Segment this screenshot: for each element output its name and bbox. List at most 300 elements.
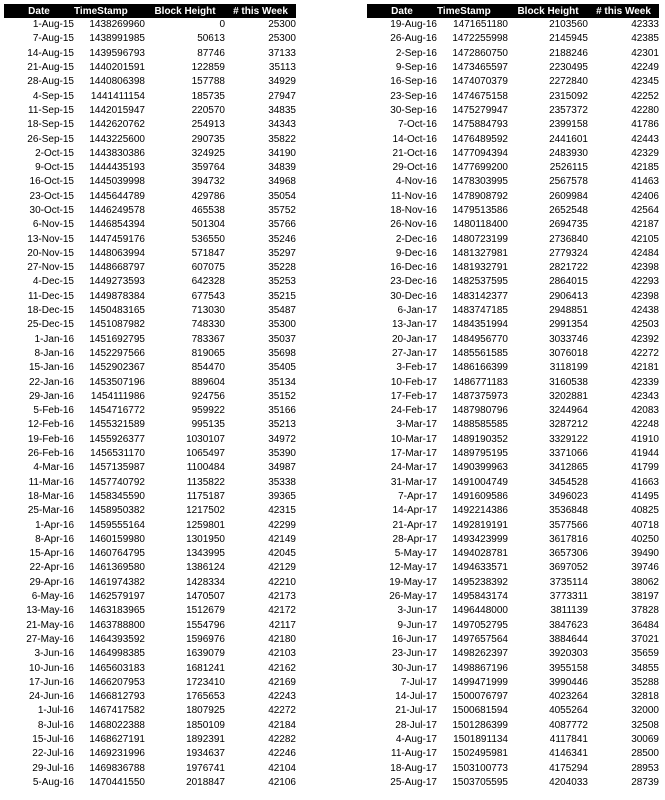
header-this-week: # this Week: [225, 4, 296, 18]
cell-block-height: 3454528: [549, 476, 588, 488]
cell-date: 26-Feb-16: [27, 448, 74, 460]
table-row: [4, 618, 296, 632]
cell-date: 8-Jan-16: [34, 347, 74, 359]
cell-date: 1-Jan-16: [34, 333, 74, 345]
cell-timestamp: 1481932791: [452, 262, 508, 274]
cell-this-week: 42299: [268, 519, 296, 531]
cell-this-week: 42187: [631, 219, 659, 231]
header-row: [367, 4, 659, 18]
cell-block-height: 4175294: [549, 762, 588, 774]
cell-timestamp: 1449878384: [89, 290, 145, 302]
cell-timestamp: 1495238392: [452, 576, 508, 588]
cell-this-week: 42385: [631, 33, 659, 45]
cell-timestamp: 1452902367: [89, 362, 145, 374]
table-row: [367, 719, 659, 733]
cell-timestamp: 1475279947: [452, 104, 508, 116]
cell-block-height: 1259801: [186, 519, 225, 531]
table-row: [4, 89, 296, 103]
cell-this-week: 32000: [631, 705, 659, 717]
cell-block-height: 1723410: [186, 676, 225, 688]
cell-this-week: 35288: [631, 676, 659, 688]
cell-block-height: 2357372: [549, 104, 588, 116]
cell-this-week: 42272: [268, 705, 296, 717]
cell-timestamp: 1444435193: [89, 162, 145, 174]
table-row: [367, 132, 659, 146]
cell-date: 7-Oct-16: [398, 119, 437, 131]
cell-date: 19-May-17: [389, 576, 437, 588]
cell-block-height: 571847: [191, 247, 225, 259]
cell-timestamp: 1471651180: [453, 19, 508, 31]
cell-block-height: 3773311: [549, 591, 588, 603]
cell-timestamp: 1467417582: [89, 705, 145, 717]
cell-this-week: 35134: [268, 376, 296, 388]
table-row: [367, 661, 659, 675]
cell-this-week: 42392: [631, 333, 659, 345]
cell-this-week: 34855: [631, 662, 659, 674]
cell-timestamp: 1488585585: [452, 419, 508, 431]
cell-date: 21-May-16: [26, 619, 74, 631]
header-date: Date: [367, 4, 437, 18]
cell-timestamp: 1494633571: [452, 562, 508, 574]
cell-this-week: 41786: [631, 119, 659, 131]
header-date: Date: [4, 4, 74, 18]
cell-timestamp: 1440201591: [89, 62, 145, 74]
table-row: [4, 704, 296, 718]
table-row: [4, 690, 296, 704]
table-row: [367, 89, 659, 103]
cell-timestamp: 1478908792: [452, 190, 508, 202]
cell-timestamp: 1453507196: [89, 376, 145, 388]
cell-this-week: 35659: [631, 648, 659, 660]
cell-timestamp: 1483142377: [452, 290, 508, 302]
cell-this-week: 27947: [268, 90, 296, 102]
cell-timestamp: 1483747185: [452, 305, 508, 317]
table-row: [367, 261, 659, 275]
cell-timestamp: 1461974382: [89, 576, 145, 588]
table-row: [4, 375, 296, 389]
table-row: [4, 533, 296, 547]
cell-date: 14-Apr-17: [392, 505, 437, 517]
cell-date: 18-Mar-16: [27, 490, 74, 502]
cell-block-height: 2399158: [549, 119, 588, 131]
cell-this-week: 41944: [631, 448, 659, 460]
cell-block-height: 1554796: [186, 619, 225, 631]
cell-block-height: 1100484: [186, 462, 225, 474]
cell-date: 12-Feb-16: [27, 419, 74, 431]
table-row: [367, 118, 659, 132]
cell-date: 18-Dec-15: [27, 305, 74, 317]
cell-this-week: 42103: [268, 648, 296, 660]
cell-timestamp: 1495843174: [452, 591, 508, 603]
cell-this-week: 35487: [268, 305, 296, 317]
cell-timestamp: 1489190352: [452, 433, 508, 445]
cell-date: 7-Jul-17: [400, 676, 437, 688]
cell-this-week: 34987: [268, 462, 296, 474]
table-row: [367, 504, 659, 518]
cell-timestamp: 1474675158: [452, 90, 508, 102]
cell-block-height: 1892391: [186, 733, 225, 745]
table-row: [367, 47, 659, 61]
cell-block-height: 2821722: [549, 262, 588, 274]
cell-this-week: 42249: [631, 62, 659, 74]
table-row: [4, 390, 296, 404]
cell-block-height: 2736840: [549, 233, 588, 245]
cell-timestamp: 1447459176: [89, 233, 145, 245]
cell-this-week: 42181: [631, 362, 659, 374]
cell-date: 16-Jun-17: [391, 633, 437, 645]
cell-timestamp: 1479513586: [452, 205, 508, 216]
table-row: [4, 175, 296, 189]
cell-block-height: 429786: [191, 190, 225, 202]
cell-timestamp: 1480118400: [453, 219, 508, 231]
cell-this-week: 35113: [268, 62, 296, 74]
cell-block-height: 4204033: [549, 776, 588, 788]
cell-block-height: 2694735: [549, 219, 588, 231]
cell-block-height: 3076018: [549, 347, 588, 359]
cell-this-week: 35405: [268, 362, 296, 374]
header-block-height: Block Height: [145, 4, 225, 18]
cell-date: 11-Aug-17: [391, 748, 437, 760]
cell-date: 14-Jul-17: [395, 691, 437, 703]
cell-timestamp: 1498262397: [452, 648, 508, 660]
cell-block-height: 2188246: [549, 47, 588, 59]
cell-this-week: 35228: [268, 262, 296, 274]
table-row: [4, 32, 296, 46]
table-row: [367, 175, 659, 189]
cell-date: 9-Jun-17: [397, 619, 437, 631]
cell-this-week: 37021: [631, 633, 659, 645]
cell-timestamp: 1441411154: [90, 90, 145, 102]
table-row: [4, 647, 296, 661]
cell-block-height: 122859: [191, 62, 225, 74]
cell-timestamp: 1438991985: [89, 33, 145, 45]
cell-date: 22-Jan-16: [28, 376, 74, 388]
table-row: [367, 232, 659, 246]
cell-this-week: 42243: [268, 691, 296, 703]
table-row: [367, 304, 659, 318]
cell-block-height: 3617816: [549, 533, 588, 545]
table-row: [367, 361, 659, 375]
cell-block-height: 290735: [191, 133, 225, 145]
cell-this-week: 34190: [268, 147, 296, 159]
cell-this-week: 34972: [268, 433, 296, 445]
cell-block-height: 1512679: [186, 605, 225, 617]
cell-block-height: 501304: [191, 219, 225, 231]
cell-block-height: 2103560: [549, 19, 588, 31]
cell-block-height: 3202881: [549, 390, 588, 402]
table-row: [4, 633, 296, 647]
cell-block-height: 254913: [191, 119, 225, 131]
cell-date: 13-Jan-17: [391, 319, 437, 331]
cell-block-height: 2609984: [549, 190, 588, 202]
cell-timestamp: 1476489592: [452, 133, 508, 145]
cell-date: 11-Nov-16: [391, 190, 437, 202]
table-row: [367, 433, 659, 447]
cell-timestamp: 1455321589: [89, 419, 145, 431]
cell-date: 19-Aug-16: [390, 19, 437, 31]
cell-timestamp: 1463788800: [89, 619, 145, 631]
cell-block-height: 465538: [191, 205, 225, 216]
table-row: [367, 147, 659, 161]
cell-block-height: 394732: [191, 176, 225, 188]
table-row: [367, 418, 659, 432]
cell-timestamp: 1500076797: [452, 691, 508, 703]
table-row: [367, 576, 659, 590]
cell-timestamp: 1468022388: [89, 719, 145, 731]
cell-date: 1-Apr-16: [35, 519, 74, 531]
cell-this-week: 42301: [631, 47, 659, 59]
cell-timestamp: 1489795195: [452, 448, 508, 460]
cell-date: 18-Nov-16: [390, 205, 437, 216]
cell-this-week: 28739: [631, 776, 659, 788]
cell-block-height: 3577566: [549, 519, 588, 531]
cell-this-week: 35338: [268, 476, 296, 488]
cell-timestamp: 1445039998: [89, 176, 145, 188]
cell-timestamp: 1503705595: [452, 776, 508, 788]
table-row: [367, 518, 659, 532]
cell-timestamp: 1469836788: [89, 762, 145, 774]
cell-date: 21-Oct-16: [392, 147, 437, 159]
cell-date: 15-Apr-16: [29, 548, 74, 560]
cell-this-week: 42280: [631, 104, 659, 116]
cell-timestamp: 1443830386: [89, 147, 145, 159]
cell-timestamp: 1456531170: [90, 448, 145, 460]
cell-timestamp: 1470441550: [89, 776, 145, 788]
cell-block-height: 3033746: [549, 333, 588, 345]
table-row: [367, 190, 659, 204]
table-row: [4, 518, 296, 532]
cell-block-height: 713030: [191, 305, 225, 317]
cell-date: 6-Jan-17: [397, 305, 437, 317]
cell-block-height: 4146341: [549, 748, 588, 760]
cell-date: 17-Mar-17: [390, 448, 437, 460]
table-row: [4, 576, 296, 590]
cell-block-height: 3160538: [549, 376, 588, 388]
cell-timestamp: 1454716772: [89, 405, 145, 417]
cell-timestamp: 1458950382: [89, 505, 145, 517]
cell-block-height: 1065497: [186, 448, 225, 460]
cell-this-week: 42162: [268, 662, 296, 674]
cell-this-week: 42248: [631, 419, 659, 431]
cell-date: 4-Aug-17: [395, 733, 437, 745]
cell-date: 15-Jul-16: [32, 733, 74, 745]
cell-date: 15-Jan-16: [28, 362, 74, 374]
cell-block-height: 3329122: [549, 433, 588, 445]
table-row: [4, 161, 296, 175]
cell-block-height: 959922: [191, 405, 225, 417]
table-row: [4, 604, 296, 618]
cell-date: 22-Jul-16: [32, 748, 74, 760]
table-row: [367, 490, 659, 504]
table-row: [4, 461, 296, 475]
cell-timestamp: 1490399963: [452, 462, 508, 474]
table-row: [4, 676, 296, 690]
table-row: [4, 47, 296, 61]
cell-this-week: 35752: [268, 205, 296, 216]
cell-this-week: 42339: [631, 376, 659, 388]
cell-block-height: 3884644: [549, 633, 588, 645]
cell-date: 16-Oct-15: [29, 176, 74, 188]
table-row: [4, 761, 296, 775]
cell-timestamp: 1485561585: [452, 347, 508, 359]
cell-timestamp: 1442620762: [89, 119, 145, 131]
cell-date: 26-Sep-15: [27, 133, 74, 145]
cell-this-week: 34839: [268, 162, 296, 174]
cell-this-week: 28500: [631, 748, 659, 760]
cell-block-height: 1934637: [186, 748, 225, 760]
cell-block-height: 1428334: [186, 576, 225, 588]
cell-timestamp: 1492819191: [452, 519, 508, 531]
table-row: [4, 476, 296, 490]
cell-date: 9-Oct-15: [35, 162, 74, 174]
cell-date: 29-Jan-16: [28, 390, 74, 402]
cell-block-height: 3496023: [549, 490, 588, 502]
table-row: [4, 304, 296, 318]
table-row: [4, 418, 296, 432]
cell-this-week: 35037: [268, 333, 296, 345]
cell-timestamp: 1481327981: [452, 247, 508, 259]
cell-this-week: 42438: [631, 305, 659, 317]
cell-timestamp: 1487375973: [452, 390, 508, 402]
cell-date: 24-Jun-16: [28, 691, 74, 703]
cell-timestamp: 1487980796: [452, 405, 508, 417]
cell-timestamp: 1497052795: [452, 619, 508, 631]
cell-this-week: 35213: [268, 419, 296, 431]
cell-timestamp: 1468627191: [89, 733, 145, 745]
table-row: [367, 761, 659, 775]
cell-date: 27-Nov-15: [27, 262, 74, 274]
cell-timestamp: 1480723199: [452, 233, 508, 245]
cell-block-height: 3244964: [549, 405, 588, 417]
table-row: [4, 147, 296, 161]
table-row: [4, 218, 296, 232]
table-row: [367, 633, 659, 647]
table-row: [367, 204, 659, 218]
cell-date: 16-Sep-16: [390, 76, 437, 88]
table-row: [4, 204, 296, 218]
cell-block-height: 854470: [191, 362, 225, 374]
cell-this-week: 41663: [631, 476, 659, 488]
cell-date: 30-Dec-16: [390, 290, 437, 302]
cell-timestamp: 1449273593: [89, 276, 145, 288]
cell-date: 2-Sep-16: [395, 47, 437, 59]
cell-timestamp: 1446249578: [89, 205, 145, 216]
table-row: [367, 161, 659, 175]
cell-this-week: 35766: [268, 219, 296, 231]
table-row: [4, 275, 296, 289]
cell-date: 23-Oct-15: [29, 190, 74, 202]
cell-this-week: 35698: [268, 347, 296, 359]
cell-block-height: 3735114: [549, 576, 588, 588]
cell-block-height: 2441601: [549, 133, 588, 145]
cell-block-height: 1850109: [186, 719, 225, 731]
cell-block-height: 2145945: [549, 33, 588, 45]
cell-block-height: 607075: [191, 262, 225, 274]
cell-timestamp: 1497657564: [452, 633, 508, 645]
header-this-week: # this Week: [588, 4, 659, 18]
header-row: [4, 4, 296, 18]
cell-date: 10-Feb-17: [390, 376, 437, 388]
cell-date: 20-Nov-15: [27, 247, 74, 259]
cell-date: 25-Mar-16: [27, 505, 74, 517]
cell-timestamp: 1461369580: [89, 562, 145, 574]
header-timestamp: TimeStamp: [437, 4, 508, 18]
table-row: [367, 290, 659, 304]
cell-timestamp: 1452297566: [89, 347, 145, 359]
cell-date: 21-Jul-17: [395, 705, 437, 717]
cell-date: 3-Jun-17: [397, 605, 437, 617]
cell-timestamp: 1450483165: [89, 305, 145, 317]
cell-timestamp: 1448668797: [89, 262, 145, 274]
cell-block-height: 1135822: [186, 476, 225, 488]
table-row: [367, 604, 659, 618]
cell-this-week: 42173: [268, 591, 296, 603]
cell-date: 14-Aug-15: [27, 47, 74, 59]
table-row: [367, 247, 659, 261]
cell-timestamp: 1451692795: [89, 333, 145, 345]
cell-timestamp: 1465603183: [89, 662, 145, 674]
cell-date: 7-Apr-17: [398, 490, 437, 502]
cell-date: 8-Apr-16: [35, 533, 74, 545]
cell-date: 3-Jun-16: [34, 648, 74, 660]
cell-this-week: 42252: [631, 90, 659, 102]
cell-this-week: 42293: [631, 276, 659, 288]
cell-date: 9-Sep-16: [395, 62, 437, 74]
cell-this-week: 42169: [268, 676, 296, 688]
table-row: [367, 547, 659, 561]
cell-this-week: 41799: [631, 462, 659, 474]
cell-timestamp: 1482537595: [452, 276, 508, 288]
table-row: [4, 661, 296, 675]
cell-this-week: 37133: [268, 47, 296, 59]
table-row: [367, 333, 659, 347]
table-row: [4, 490, 296, 504]
table-row: [4, 719, 296, 733]
cell-this-week: 42345: [631, 76, 659, 88]
cell-this-week: 35152: [268, 390, 296, 402]
cell-block-height: 2948851: [549, 305, 588, 317]
cell-this-week: 34968: [268, 176, 296, 188]
cell-this-week: 35054: [268, 190, 296, 202]
cell-date: 11-Sep-15: [28, 104, 74, 116]
cell-this-week: 41495: [631, 490, 659, 502]
table-row: [367, 590, 659, 604]
table-row: [367, 104, 659, 118]
cell-timestamp: 1477094394: [452, 147, 508, 159]
cell-this-week: 41910: [631, 433, 659, 445]
cell-block-height: 0: [219, 19, 225, 31]
cell-date: 27-May-16: [26, 633, 74, 645]
cell-date: 6-May-16: [31, 591, 74, 603]
block-table-left: [4, 4, 296, 790]
cell-block-height: 1765653: [186, 691, 225, 703]
table-row: [4, 318, 296, 332]
cell-this-week: 39365: [268, 490, 296, 502]
block-table-right: [367, 4, 659, 790]
table-row: [367, 704, 659, 718]
cell-block-height: 889604: [191, 376, 225, 388]
cell-this-week: 35390: [268, 448, 296, 460]
cell-this-week: 34343: [268, 119, 296, 131]
table-row: [367, 318, 659, 332]
cell-block-height: 1386124: [186, 562, 225, 574]
table-row: [4, 733, 296, 747]
cell-block-height: 359764: [191, 162, 225, 174]
cell-timestamp: 1446854394: [89, 219, 145, 231]
table-row: [367, 390, 659, 404]
table-row: [367, 18, 659, 32]
cell-block-height: 2779324: [549, 247, 588, 259]
